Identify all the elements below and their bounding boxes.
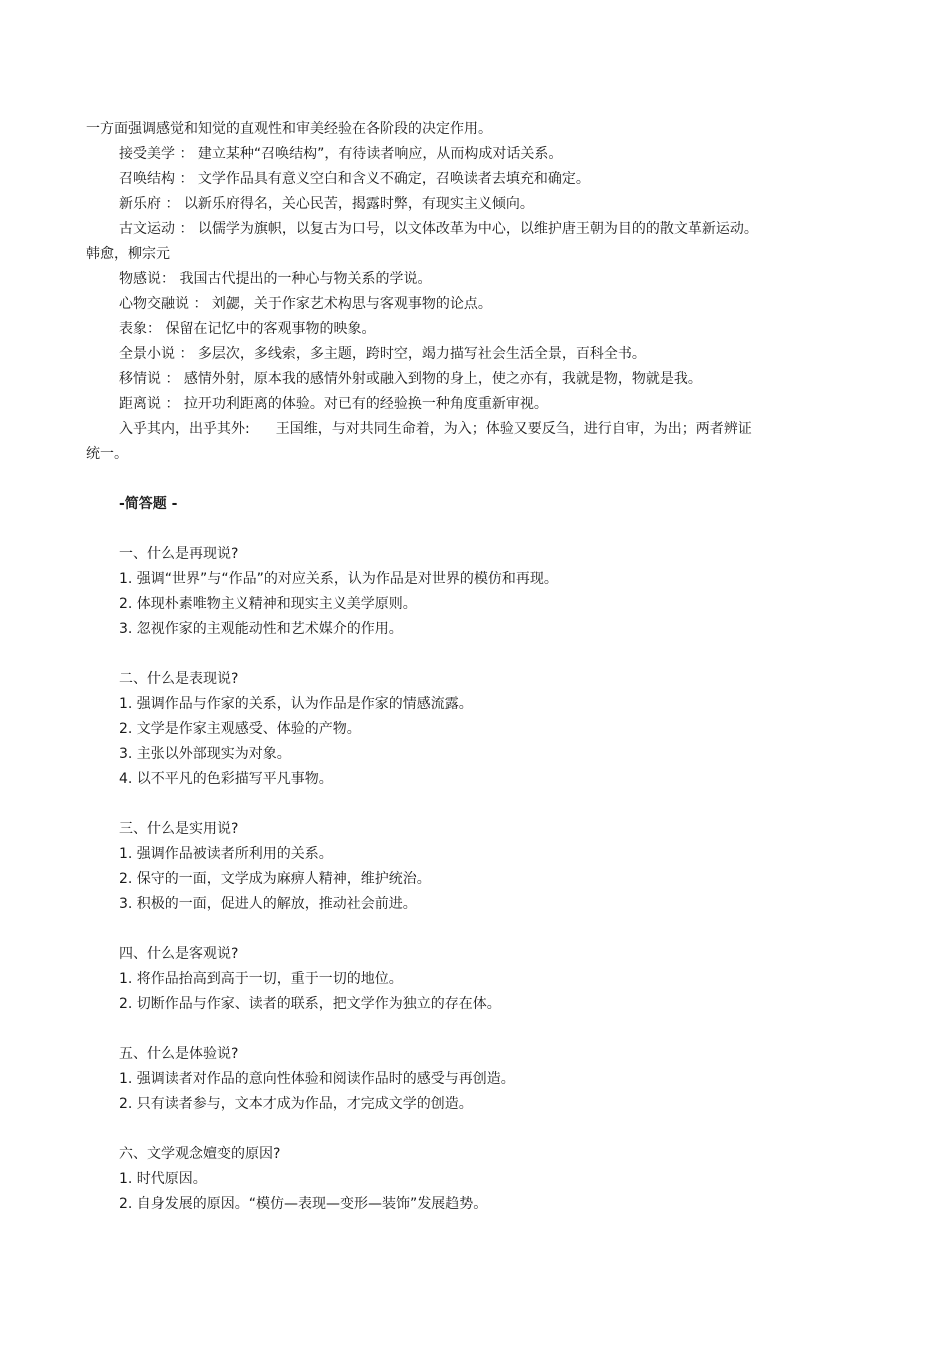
term-panoramic-novel: 全景小说 ： 多层次，多线索，多主题，跨时空，竭力描写社会生活全景，百科全书。 — [119, 346, 646, 362]
answer-item: 4. 以不平凡的色彩描写平凡事物。 — [119, 771, 333, 787]
question-title: 五、什么是体验说? — [119, 1046, 239, 1062]
term-enter-exit-label: 入乎其内，出乎其外: — [119, 421, 250, 437]
term-enter-exit — [119, 420, 752, 438]
answer-item: 2. 体现朴素唯物主义精神和现实主义美学原则。 — [119, 596, 417, 612]
term-enter-exit-text: 王国维，与对共同生命着，为入；体验又要反刍，进行自审，为出；两者辨证 — [275, 421, 752, 437]
question-title: 四、什么是客观说? — [119, 946, 239, 962]
term-appeal-structure: 召唤结构 ： 文学作品具有意义空白和含义不确定，召唤读者去填充和确定。 — [119, 171, 590, 187]
term-distance-theory: 距离说 ： 拉开功利距离的体验。对已有的经验换一种角度重新审视。 — [119, 396, 548, 412]
answer-item: 1. 强调读者对作品的意向性体验和阅读作品时的感受与再创造。 — [119, 1071, 515, 1087]
answer-item: 2. 切断作品与作家、读者的联系，把文学作为独立的存在体。 — [119, 996, 501, 1012]
answer-item: 1. 强调作品与作家的关系，认为作品是作家的情感流露。 — [119, 696, 473, 712]
term-empathy-theory: 移情说 ： 感情外射，原本我的感情外射或融入到物的身上，使之亦有，我就是物，物就是我。 — [119, 371, 702, 387]
term-representation-image: 表象： 保留在记忆中的客观事物的映象。 — [119, 321, 376, 337]
question-title: 三、什么是实用说? — [119, 821, 239, 837]
answer-item: 3. 积极的一面，促进人的解放，推动社会前进。 — [119, 896, 417, 912]
answer-item: 2. 只有读者参与，文本才成为作品，才完成文学的创造。 — [119, 1096, 473, 1112]
answer-item: 3. 主张以外部现实为对象。 — [119, 746, 291, 762]
term-new-yuefu: 新乐府 ： 以新乐府得名，关心民苦，揭露时弊，有现实主义倾向。 — [119, 196, 534, 212]
term-classical-prose-authors: 韩愈，柳宗元 — [86, 246, 170, 262]
intro-line: 一方面强调感觉和知觉的直观性和审美经验在各阶段的决定作用。 — [86, 121, 492, 137]
answer-item: 1. 将作品抬高到高于一切，重于一切的地位。 — [119, 971, 403, 987]
answer-item: 2. 自身发展的原因。“模仿—表现—变形—装饰”发展趋势。 — [119, 1196, 488, 1212]
answer-item: 1. 强调“世界”与“作品”的对应关系，认为作品是对世界的模仿和再现。 — [119, 571, 558, 587]
answer-item: 1. 强调作品被读者所利用的关系。 — [119, 846, 333, 862]
term-enter-exit-continuation: 统一。 — [86, 446, 128, 462]
question-title: 一、什么是再现说? — [119, 546, 239, 562]
question-title: 二、什么是表现说? — [119, 671, 239, 687]
section-heading: -简答题 - — [119, 496, 178, 512]
term-wugan-theory: 物感说： 我国古代提出的一种心与物关系的学说。 — [119, 271, 432, 287]
answer-item: 3. 忽视作家的主观能动性和艺术媒介的作用。 — [119, 621, 403, 637]
term-reception-aesthetics: 接受美学 ： 建立某种“召唤结构”，有待读者响应，从而构成对话关系。 — [119, 146, 563, 162]
answer-item: 2. 文学是作家主观感受、体验的产物。 — [119, 721, 361, 737]
answer-item: 2. 保守的一面，文学成为麻痹人精神，维护统治。 — [119, 871, 431, 887]
term-classical-prose-movement: 古文运动 ： 以儒学为旗帜，以复古为口号，以文体改革为中心，以维护唐王朝为目的的散文革新运动。 — [119, 221, 758, 237]
answer-item: 1. 时代原因。 — [119, 1171, 207, 1187]
term-mind-object-fusion: 心物交融说 ： 刘勰，关于作家艺术构思与客观事物的论点。 — [119, 296, 492, 312]
question-title: 六、文学观念嬗变的原因? — [119, 1146, 281, 1162]
